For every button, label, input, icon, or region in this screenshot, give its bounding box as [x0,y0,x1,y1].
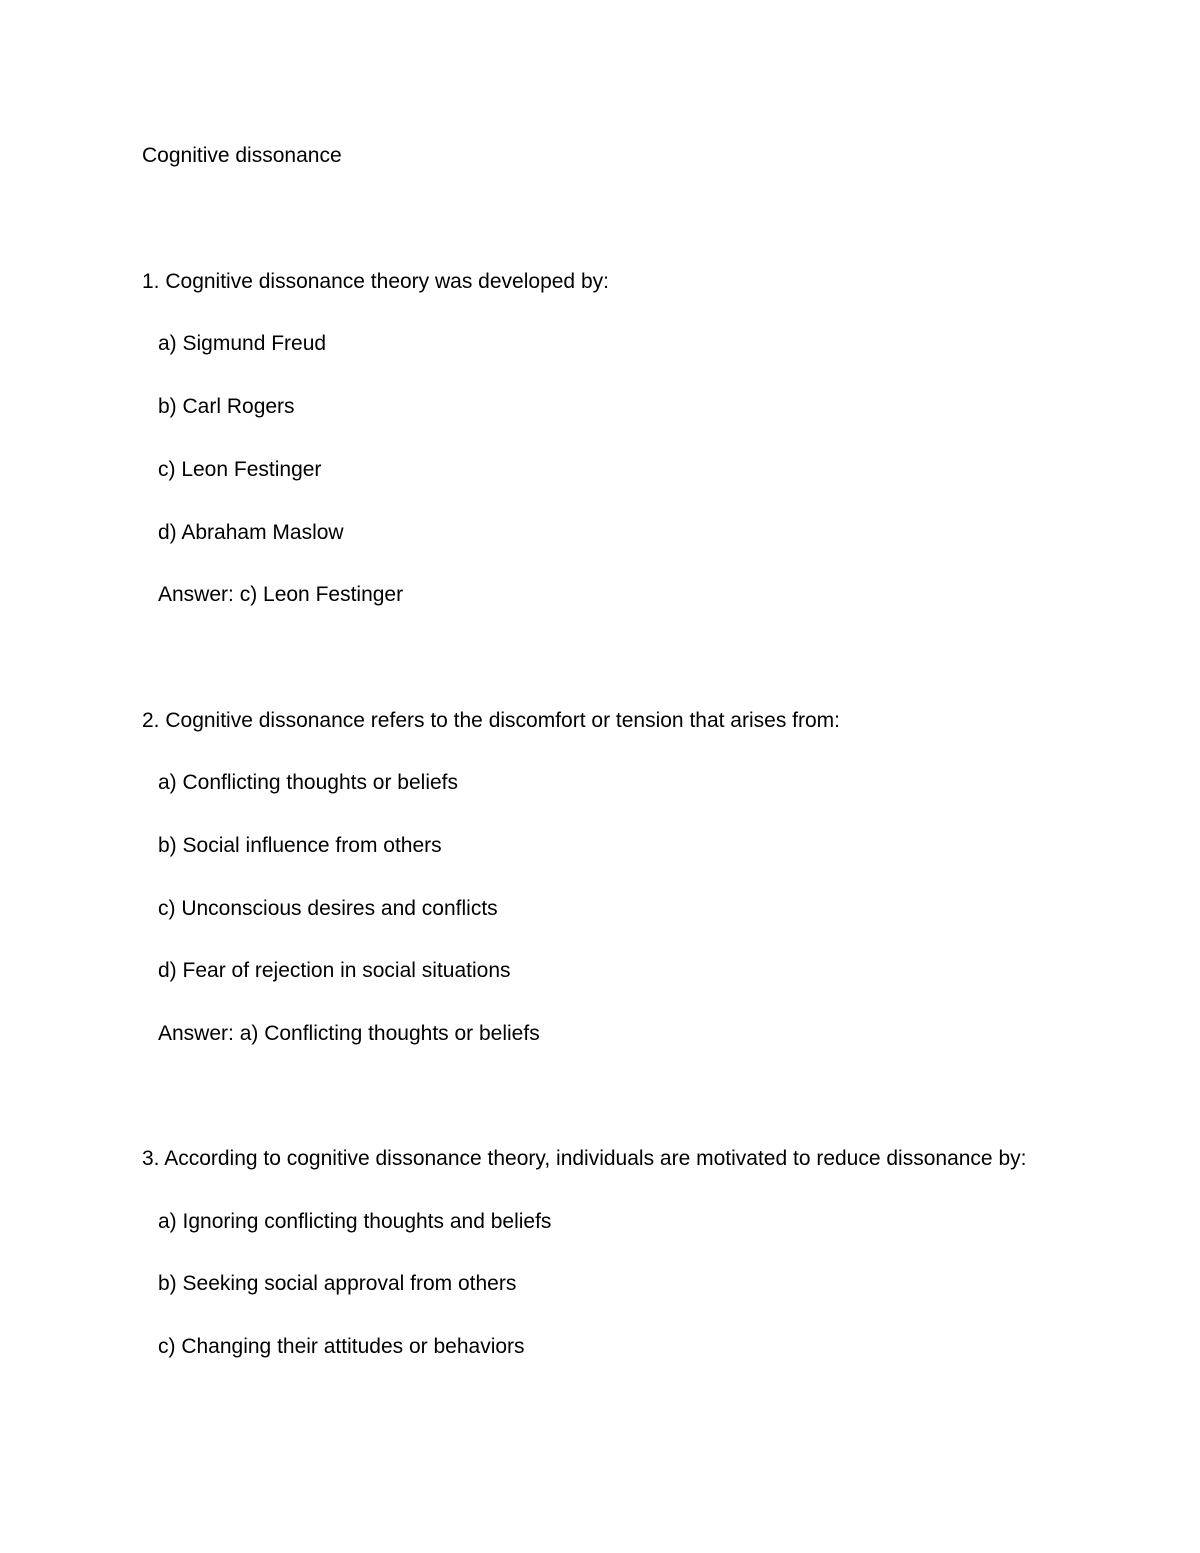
question-1-answer: Answer: c) Leon Festinger [158,583,404,606]
question-2-option-c: c) Unconscious desires and conflicts [158,897,498,920]
question-2-answer: Answer: a) Conflicting thoughts or beliefs [158,1022,540,1045]
question-1-option-d: d) Abraham Maslow [158,521,344,544]
question-2-prompt: 2. Cognitive dissonance refers to the discomfort or tension that arises from: [142,709,840,732]
question-2-option-d: d) Fear of rejection in social situations [158,959,511,982]
question-3-option-c: c) Changing their attitudes or behaviors [158,1335,525,1358]
question-3-option-a: a) Ignoring conflicting thoughts and beliefs [158,1210,552,1233]
question-3-option-b: b) Seeking social approval from others [158,1272,517,1295]
question-1-option-b: b) Carl Rogers [158,395,295,418]
question-3-prompt: 3. According to cognitive dissonance theory, individuals are motivated to reduce dissonance by: [142,1147,1027,1170]
question-2-option-a: a) Conflicting thoughts or beliefs [158,771,458,794]
document-title: Cognitive dissonance [142,144,342,167]
question-1-option-a: a) Sigmund Freud [158,332,327,355]
question-1-option-c: c) Leon Festinger [158,458,322,481]
question-2-option-b: b) Social influence from others [158,834,442,857]
question-1-prompt: 1. Cognitive dissonance theory was developed by: [142,270,609,293]
